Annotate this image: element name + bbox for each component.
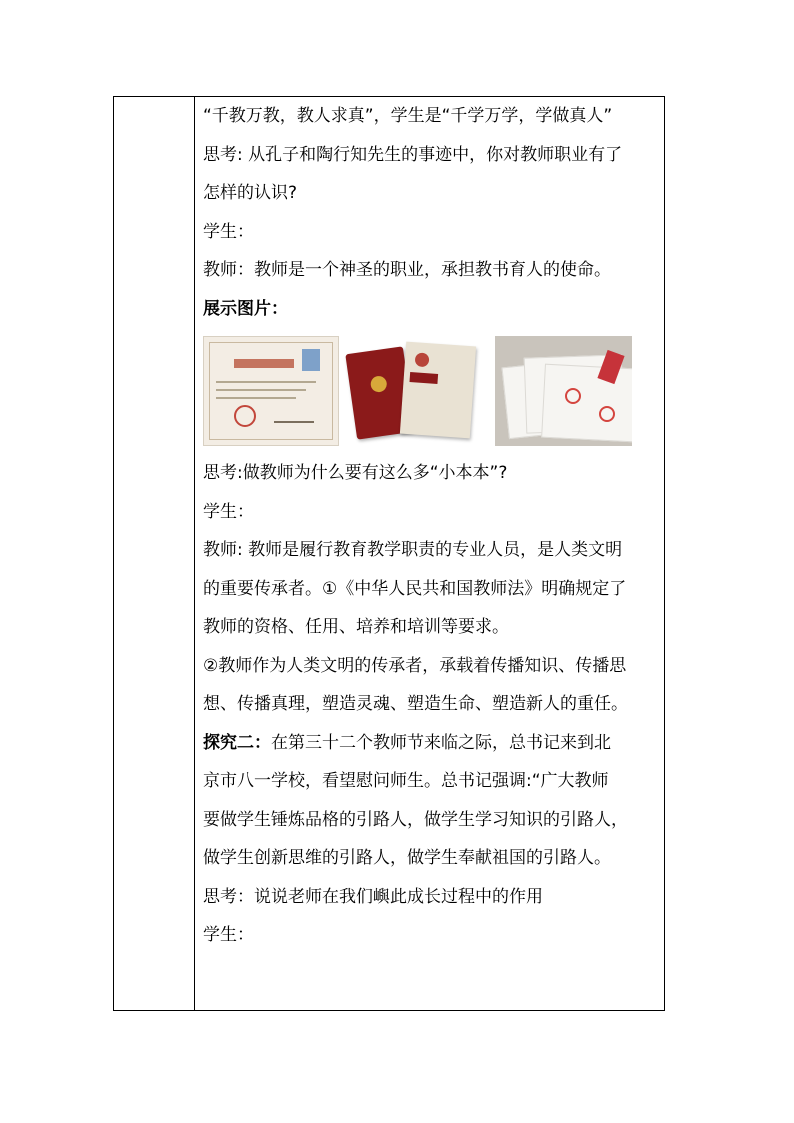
section-heading: 探究二： [203,732,271,753]
teacher-certificates-image [343,336,478,446]
text-line: 的重要传承者。①《中华人民共和国教师法》明确规定了 [203,578,627,599]
text-line: 想、传播真理，塑造灵魂、塑造生命、塑造新人的重任。 [203,694,628,714]
lesson-content-cell [203,97,658,955]
image-row [203,332,658,450]
lesson-table [113,96,665,1011]
text-line: 思考: 从孔子和陶行知先生的事迹中，你对教师职业有了 [203,144,623,165]
section-heading: 展示图片： [203,298,288,319]
text-line: 教师：教师是一个神圣的职业，承担教书育人的使命。 [203,260,611,280]
text-line: 思考:做教师为什么要有这么多“小本本”? [203,463,508,483]
text-line: 学生： [203,925,254,945]
certificate-stack-image [495,336,632,446]
column-divider [194,97,195,1010]
text-line: “千教万教，教人求真”，学生是“千学万学，学做真人” [203,106,613,126]
text-line: 做学生创新思维的引路人，做学生奉献祖国的引路人。 [203,848,611,868]
text-line: ②教师作为人类文明的传承者，承载着传播知识、传播思 [203,655,627,676]
text-span: 在第三十二个教师节来临之际，总书记来到北 [271,732,611,753]
text-line: 京市八一学校，看望慰问师生。总书记强调:“广大教师 [203,771,609,791]
text-line: 教师: 教师是履行教育教学职责的专业人员，是人类文明 [203,540,623,560]
diploma-image [203,336,339,446]
text-line: 学生： [203,221,254,242]
text-line: 思考：说说老师在我们嶼此成长过程中的作用 [203,886,543,907]
text-line: 怎样的认识? [203,183,298,203]
text-line: 要做学生锤炼品格的引路人，做学生学习知识的引路人， [203,809,628,830]
text-line: 学生： [203,501,254,522]
text-line: 教师的资格、任用、培养和培训等要求。 [203,617,509,637]
text-line [203,724,658,763]
